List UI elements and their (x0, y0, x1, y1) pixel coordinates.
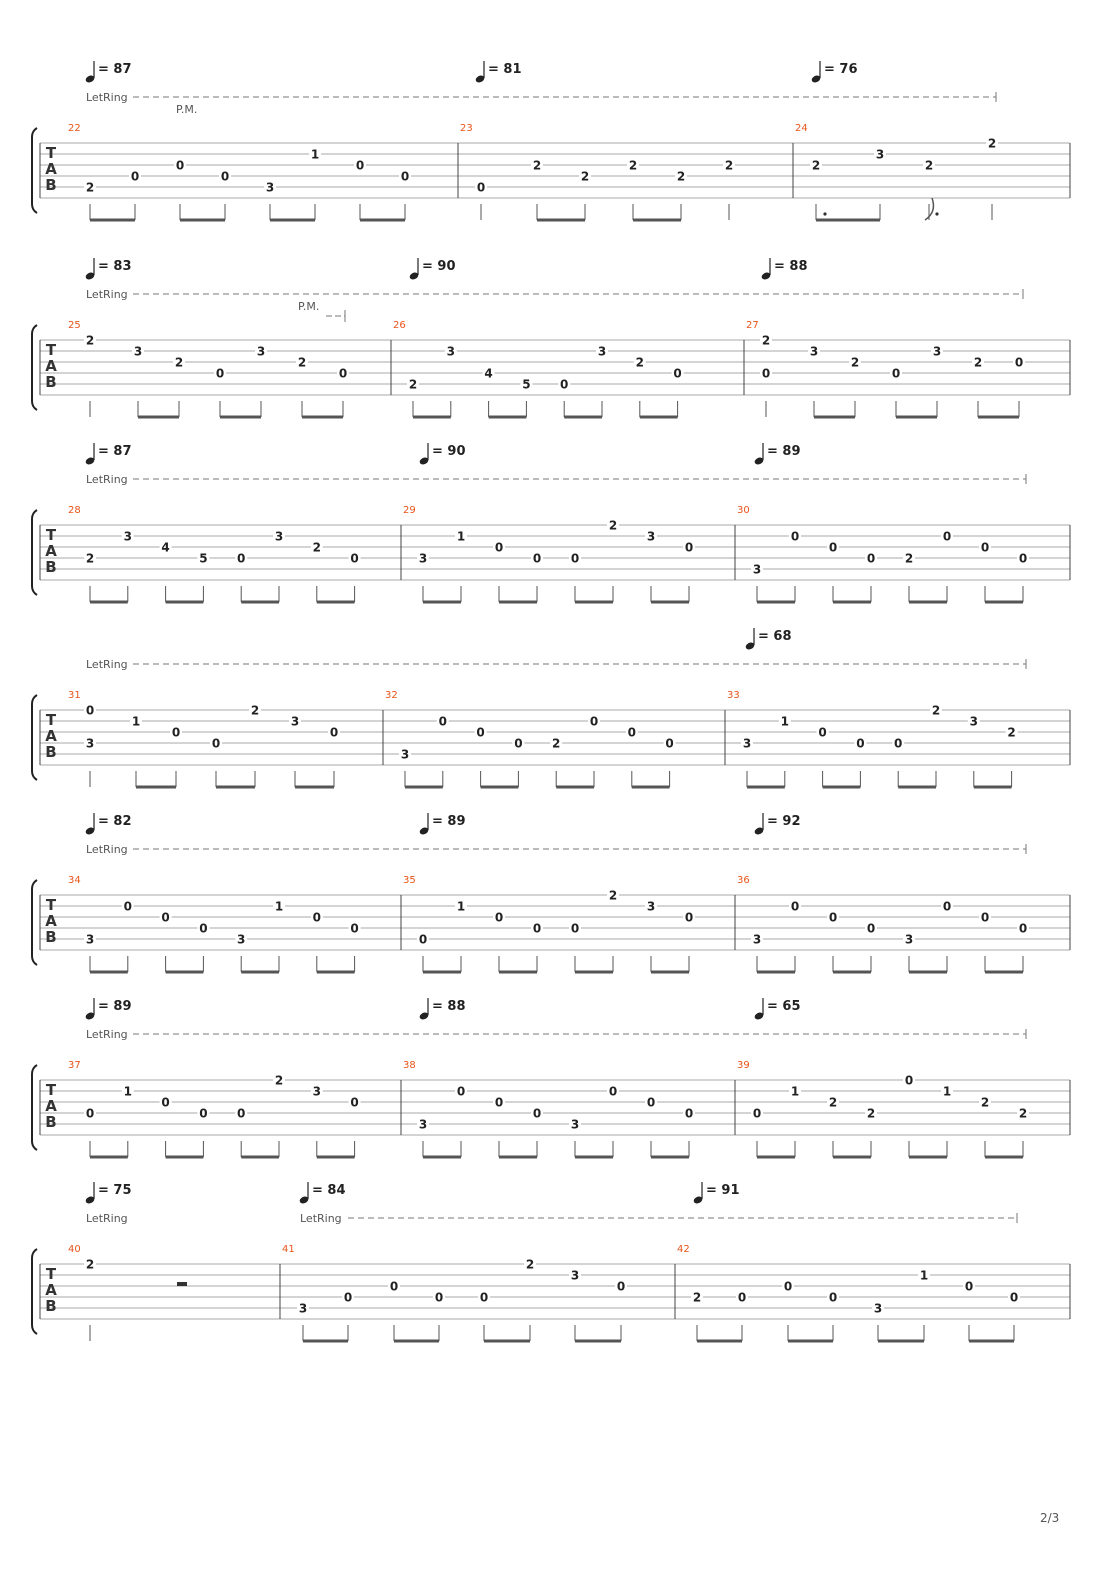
fret-number: 1 (942, 1084, 952, 1099)
staff-lines (40, 1080, 1070, 1135)
fret-number: 0 (894, 736, 903, 751)
fret-number: 2 (761, 333, 771, 348)
fret-number: 3 (873, 1301, 883, 1316)
measure (403, 875, 695, 972)
fret-number: 0 (891, 366, 901, 381)
tab-clef-letter: B (45, 558, 57, 576)
fret-number: 0 (942, 529, 952, 544)
tempo-value: = 90 (432, 444, 466, 459)
tempo-mark (419, 813, 466, 836)
system-bracket (32, 510, 37, 595)
fret-number: 2 (676, 169, 686, 184)
fret-number: 2 (635, 355, 644, 370)
staff-lines (40, 1264, 1070, 1319)
fret-number: 2 (525, 1257, 535, 1272)
measure-number: 30 (737, 505, 750, 516)
fret-number: 2 (724, 158, 734, 173)
fret-number: 0 (130, 169, 140, 184)
fret-number: 0 (608, 1084, 618, 1099)
fret-number: 1 (123, 1084, 132, 1099)
fret-number: 1 (456, 529, 466, 544)
fret-number: 0 (175, 158, 185, 173)
tempo-value: = 81 (488, 62, 522, 77)
tab-clef-letter: T (45, 1265, 57, 1283)
fret-number: 2 (580, 169, 590, 184)
tempo-value: = 89 (98, 999, 132, 1014)
tab-system (32, 813, 1070, 972)
fret-number: 0 (790, 899, 800, 914)
fret-number: 2 (297, 355, 307, 370)
fret-number: 3 (312, 1084, 321, 1099)
fret-number: 3 (597, 344, 607, 359)
fret-number: 0 (980, 540, 990, 555)
fret-number: 0 (215, 366, 225, 381)
measure (385, 690, 676, 787)
fret-number: 2 (924, 158, 934, 173)
fret-number: 5 (199, 551, 208, 566)
fret-number: 0 (752, 1106, 762, 1121)
tab-clef-letter: B (45, 1113, 57, 1131)
measure-number: 26 (393, 320, 406, 331)
system-bracket (32, 695, 37, 780)
system-bracket (32, 128, 37, 213)
measure (68, 505, 361, 602)
half-rest (177, 1282, 187, 1286)
measure-number: 41 (282, 1244, 295, 1255)
fret-number: 0 (434, 1290, 444, 1305)
page-number: 2/3 (1040, 1511, 1060, 1525)
tempo-mark (85, 998, 132, 1021)
fret-number: 0 (123, 899, 132, 914)
tab-system (32, 998, 1070, 1157)
fret-number: 0 (1014, 355, 1024, 370)
fret-number: 0 (494, 540, 504, 555)
tab-clef-letter: A (45, 1281, 57, 1299)
tempo-value: = 87 (98, 444, 132, 459)
tab-clef-letter: A (45, 357, 57, 375)
fret-number: 1 (919, 1268, 929, 1283)
fret-number: 3 (290, 714, 300, 729)
fret-number: 0 (904, 1073, 914, 1088)
measure-number: 36 (737, 875, 750, 886)
fret-number: 1 (131, 714, 141, 729)
fret-number: 0 (942, 899, 952, 914)
tempo-value: = 68 (758, 629, 792, 644)
fret-number: 3 (742, 736, 752, 751)
fret-number: 0 (237, 1106, 246, 1121)
fret-number: 1 (780, 714, 789, 729)
fret-number: 2 (532, 158, 542, 173)
fret-number: 0 (1018, 921, 1028, 936)
fret-number: 2 (312, 540, 321, 555)
fret-number: 0 (456, 1084, 466, 1099)
measure-number: 27 (746, 320, 759, 331)
fret-number: 3 (298, 1301, 308, 1316)
fret-number: 0 (211, 736, 221, 751)
fret-number: 2 (85, 333, 95, 348)
fret-number: 1 (790, 1084, 800, 1099)
measure (68, 320, 349, 417)
fret-number: 3 (446, 344, 455, 359)
fret-number: 2 (811, 158, 821, 173)
tempo-mark (419, 998, 466, 1021)
fret-number: 3 (85, 932, 95, 947)
staff-lines (40, 340, 1070, 395)
fret-number: 0 (350, 921, 359, 936)
palm-mute-label: P.M. (298, 300, 320, 313)
measure (737, 505, 1029, 602)
fret-number: 2 (628, 158, 638, 173)
fret-number: 0 (350, 551, 359, 566)
tempo-mark (85, 258, 132, 281)
measure-number: 35 (403, 875, 416, 886)
fret-number: 0 (1009, 1290, 1019, 1305)
fret-number: 0 (665, 736, 674, 751)
measure (746, 320, 1025, 417)
fret-number: 2 (250, 703, 260, 718)
fret-number: 2 (931, 703, 941, 718)
let-ring-label: LetRing (86, 91, 128, 104)
fret-number: 2 (980, 1095, 990, 1110)
tempo-mark (85, 443, 132, 466)
fret-number: 3 (752, 932, 762, 947)
let-ring-label: LetRing (300, 1212, 342, 1225)
measure-number: 40 (68, 1244, 81, 1255)
dot (823, 212, 826, 215)
fret-number: 3 (646, 899, 656, 914)
fret-number: 0 (338, 366, 348, 381)
fret-number: 3 (809, 344, 819, 359)
fret-number: 3 (752, 562, 762, 577)
fret-number: 2 (987, 136, 997, 151)
fret-number: 0 (479, 1290, 489, 1305)
fret-number: 0 (171, 725, 181, 740)
fret-number: 2 (1007, 725, 1016, 740)
fret-number: 0 (627, 725, 636, 740)
tab-clef-letter: A (45, 1097, 57, 1115)
fret-number: 0 (964, 1279, 974, 1294)
measure-number: 39 (737, 1060, 750, 1071)
measure (393, 320, 684, 417)
fret-number: 3 (237, 932, 246, 947)
fret-number: 3 (932, 344, 942, 359)
system-bracket (32, 1249, 37, 1334)
palm-mute-label: P.M. (176, 103, 198, 116)
measure (68, 690, 340, 787)
tempo-value: = 89 (767, 444, 801, 459)
tempo-value: = 89 (432, 814, 466, 829)
tempo-value: = 82 (98, 814, 132, 829)
fret-number: 4 (484, 366, 493, 381)
fret-number: 0 (673, 366, 682, 381)
fret-number: 0 (818, 725, 827, 740)
fret-number: 0 (237, 551, 246, 566)
fret-number: 0 (514, 736, 523, 751)
fret-number: 3 (256, 344, 266, 359)
measure-number: 24 (795, 123, 808, 134)
fret-number: 0 (343, 1290, 353, 1305)
fret-number: 3 (570, 1117, 580, 1132)
fret-number: 2 (85, 180, 95, 195)
fret-number: 2 (274, 1073, 284, 1088)
tab-system (32, 258, 1070, 417)
fret-number: 1 (310, 147, 320, 162)
measure-number: 42 (677, 1244, 690, 1255)
tempo-mark (754, 443, 801, 466)
fret-number: 2 (552, 736, 561, 751)
measure-number: 37 (68, 1060, 81, 1071)
fret-number: 2 (904, 551, 914, 566)
tab-clef-letter: T (45, 526, 57, 544)
fret-number: 0 (1018, 551, 1028, 566)
tempo-value: = 75 (98, 1183, 132, 1198)
tempo-mark (85, 813, 132, 836)
measure-number: 31 (68, 690, 81, 701)
tempo-mark (761, 258, 808, 281)
tempo-value: = 92 (767, 814, 801, 829)
fret-number: 2 (85, 1257, 95, 1272)
fret-number: 2 (608, 518, 618, 533)
measure (68, 1244, 187, 1341)
fret-number: 2 (408, 377, 418, 392)
fret-number: 0 (560, 377, 569, 392)
fret-number: 2 (866, 1106, 876, 1121)
fret-number: 0 (828, 540, 838, 555)
tempo-mark (475, 61, 522, 84)
fret-number: 3 (265, 180, 275, 195)
tab-system (32, 628, 1070, 787)
fret-number: 0 (220, 169, 230, 184)
fret-number: 0 (532, 551, 542, 566)
measure (727, 690, 1018, 787)
fret-number: 0 (199, 1106, 208, 1121)
tab-clef-letter: A (45, 912, 57, 930)
fret-number: 0 (329, 725, 339, 740)
fret-number: 3 (133, 344, 143, 359)
fret-number: 0 (85, 703, 95, 718)
measure-number: 25 (68, 320, 81, 331)
tempo-value: = 88 (432, 999, 466, 1014)
tab-system (32, 61, 1070, 220)
fret-number: 3 (570, 1268, 580, 1283)
fret-number: 0 (684, 1106, 694, 1121)
tempo-mark (85, 1182, 132, 1205)
staff-lines (40, 143, 1070, 198)
tempo-value: = 90 (422, 259, 456, 274)
tab-clef-letter: B (45, 928, 57, 946)
tempo-value: = 87 (98, 62, 132, 77)
tab-clef-letter: A (45, 727, 57, 745)
tempo-mark (85, 61, 132, 84)
tab-clef-letter: B (45, 373, 57, 391)
fret-number: 3 (85, 736, 95, 751)
tempo-mark (299, 1182, 346, 1205)
tempo-mark (754, 813, 801, 836)
fret-number: 0 (790, 529, 800, 544)
measure (403, 1060, 695, 1157)
tempo-value: = 84 (312, 1183, 346, 1198)
fret-number: 0 (476, 180, 486, 195)
fret-number: 0 (85, 1106, 95, 1121)
measure (68, 123, 411, 220)
fret-number: 3 (274, 529, 284, 544)
fret-number: 2 (85, 551, 95, 566)
fret-number: 0 (494, 910, 504, 925)
fret-number: 0 (761, 366, 771, 381)
tab-clef-letter: B (45, 1297, 57, 1315)
fret-number: 5 (522, 377, 531, 392)
tempo-mark (409, 258, 456, 281)
fret-number: 0 (355, 158, 365, 173)
tempo-mark (811, 61, 858, 84)
fret-number: 3 (969, 714, 978, 729)
measure-number: 29 (403, 505, 416, 516)
fret-number: 3 (904, 932, 914, 947)
tempo-mark (693, 1182, 740, 1205)
fret-number: 3 (418, 1117, 428, 1132)
tab-clef-letter: B (45, 176, 57, 194)
tab-clef-letter: T (45, 1081, 57, 1099)
fret-number: 1 (274, 899, 284, 914)
let-ring-label: LetRing (86, 658, 128, 671)
fret-number: 3 (123, 529, 132, 544)
measure-number: 32 (385, 690, 398, 701)
fret-number: 1 (456, 899, 466, 914)
measure (460, 123, 735, 220)
measure-number: 38 (403, 1060, 416, 1071)
let-ring-label: LetRing (86, 1028, 128, 1041)
fret-number: 4 (161, 540, 170, 555)
tempo-value: = 65 (767, 999, 801, 1014)
tempo-mark (419, 443, 466, 466)
measure (677, 1244, 1020, 1341)
tab-clef-letter: B (45, 743, 57, 761)
fret-number: 2 (692, 1290, 702, 1305)
fret-number: 0 (350, 1095, 359, 1110)
dot (935, 212, 938, 215)
fret-number: 2 (828, 1095, 838, 1110)
let-ring-label: LetRing (86, 473, 128, 486)
fret-number: 3 (646, 529, 656, 544)
staff-lines (40, 895, 1070, 950)
fret-number: 0 (866, 551, 876, 566)
measure (68, 1060, 361, 1157)
tempo-mark (754, 998, 801, 1021)
measure (737, 875, 1029, 972)
fret-number: 0 (856, 736, 865, 751)
measure (68, 875, 361, 972)
tab-clef-letter: T (45, 896, 57, 914)
fret-number: 0 (589, 714, 599, 729)
tab-clef-letter: T (45, 341, 57, 359)
fret-number: 0 (532, 1106, 542, 1121)
fret-number: 2 (850, 355, 860, 370)
tempo-value: = 88 (774, 259, 808, 274)
let-ring-label: LetRing (86, 843, 128, 856)
fret-number: 0 (980, 910, 990, 925)
fret-number: 2 (1018, 1106, 1028, 1121)
fret-number: 0 (828, 910, 838, 925)
fret-number: 0 (532, 921, 542, 936)
fret-number: 0 (684, 910, 694, 925)
fret-number: 0 (161, 910, 170, 925)
fret-number: 3 (418, 551, 428, 566)
tab-clef-letter: T (45, 144, 57, 162)
measure (282, 1244, 627, 1341)
fret-number: 3 (875, 147, 885, 162)
tempo-value: = 83 (98, 259, 132, 274)
tempo-value: = 91 (706, 1183, 740, 1198)
system-bracket (32, 880, 37, 965)
fret-number: 0 (646, 1095, 656, 1110)
measure (795, 123, 998, 220)
fret-number: 0 (438, 714, 447, 729)
measure-number: 33 (727, 690, 740, 701)
staff-lines (40, 525, 1070, 580)
tab-system (32, 1182, 1070, 1341)
fret-number: 0 (476, 725, 485, 740)
fret-number: 0 (199, 921, 208, 936)
fret-number: 0 (161, 1095, 170, 1110)
fret-number: 0 (494, 1095, 504, 1110)
measure-number: 28 (68, 505, 81, 516)
fret-number: 0 (828, 1290, 838, 1305)
system-bracket (32, 1065, 37, 1150)
measure (403, 505, 695, 602)
fret-number: 0 (418, 932, 428, 947)
let-ring-label: LetRing (86, 288, 128, 301)
measure-number: 34 (68, 875, 81, 886)
fret-number: 0 (570, 921, 580, 936)
fret-number: 0 (400, 169, 410, 184)
system-bracket (32, 325, 37, 410)
fret-number: 0 (737, 1290, 747, 1305)
tempo-mark (745, 628, 792, 651)
fret-number: 0 (389, 1279, 399, 1294)
measure-number: 23 (460, 123, 473, 134)
measure-number: 22 (68, 123, 81, 134)
tempo-value: = 76 (824, 62, 858, 77)
fret-number: 0 (684, 540, 694, 555)
fret-number: 2 (608, 888, 618, 903)
fret-number: 0 (570, 551, 580, 566)
measure (737, 1060, 1029, 1157)
fret-number: 0 (783, 1279, 793, 1294)
fret-number: 0 (866, 921, 876, 936)
fret-number: 2 (174, 355, 184, 370)
fret-number: 3 (400, 747, 410, 762)
tab-system (32, 443, 1070, 602)
let-ring-label: LetRing (86, 1212, 128, 1225)
tab-clef-letter: T (45, 711, 57, 729)
fret-number: 0 (616, 1279, 626, 1294)
fret-number: 2 (973, 355, 983, 370)
tab-clef-letter: A (45, 160, 57, 178)
fret-number: 0 (312, 910, 321, 925)
tab-clef-letter: A (45, 542, 57, 560)
